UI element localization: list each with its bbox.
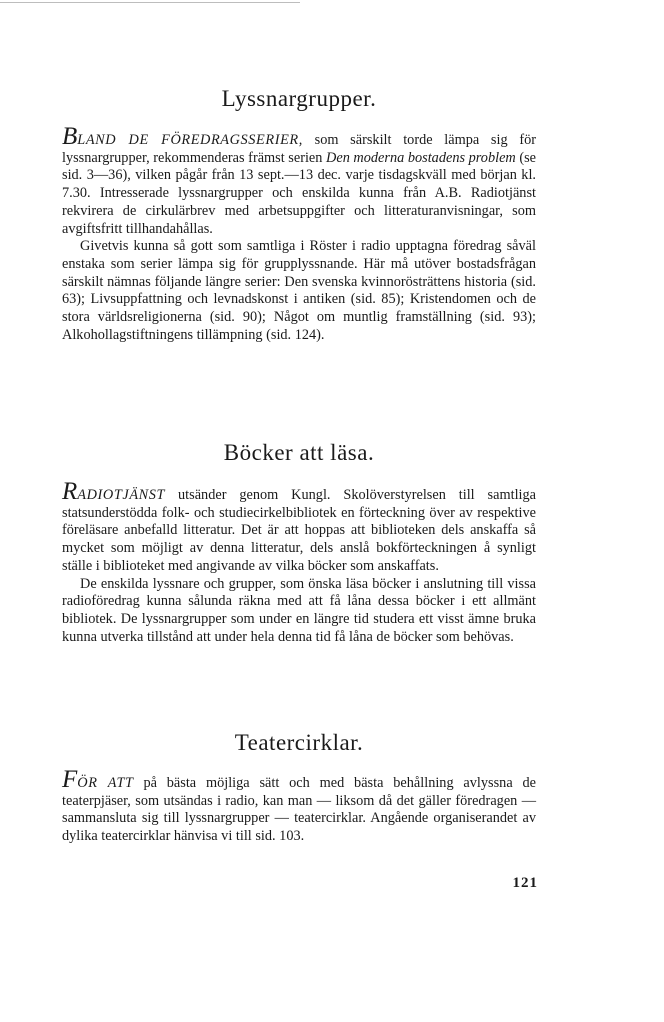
section-bocker-att-lasa: [62, 478, 537, 646]
top-rule: [0, 2, 300, 3]
section-teatercirklar: [62, 766, 536, 846]
paragraph: [62, 478, 537, 576]
section-heading-bocker-att-lasa: Böcker att läsa.: [223, 440, 375, 465]
paragraph-text: som särskilt torde lämpa sig för lyssnargrupper, rekommenderas främst serien: [62, 132, 536, 166]
paragraph-text: på bästa möjliga sätt och med bästa behållning avlyssna de teaterpjäser, som utsändas i radio, kan man — liksom då det gäller föredragen — sammansluta sig till lyssnargrupper — teatercirklar. Angående organiserandet av dylika teatercirklar hänvisa vi till sid. 103.: [62, 775, 536, 845]
lead-initial: R: [62, 478, 78, 505]
section-heading-teatercirklar: Teatercirklar.: [234, 730, 364, 755]
paragraph: De enskilda lyssnare och grupper, som önska läsa böcker i anslutning till vissa radioföredrag kunna sålunda räkna med att få låna dessa böcker i ett allmänt bibliotek. De lyssnargrupper som under en längre tid studera ett visst ämne bruka kunna utverka tillstånd att under hela denna tid få låna de böcker som behövas.: [62, 575, 536, 645]
lead-initial: F: [62, 766, 78, 793]
page-number: 121: [512, 875, 538, 891]
lead-phrase: ÖR ATT: [77, 775, 134, 791]
lead-initial: B: [62, 123, 78, 150]
paragraph: [62, 766, 536, 846]
series-title: Den moderna bostadens problem: [326, 149, 516, 166]
paragraph-text: (se sid. 3—36), vilken pågår från 13 sept.—13 dec. varje tisdagskväll med början kl. 7.30. Intresserade lyssnargrupper och enskilda kunna från A.B. Radiotjänst rekvirera de cirkulärbrev med arbetsuppgifter och litteraturanvisningar, som avgiftsfritt tillhandahållas.: [62, 149, 537, 237]
paragraph: Givetvis kunna så gott som samtliga i Röster i radio upptagna föredrag såväl enstaka som serier lämpa sig för grupplyssnande. Här må utöver bostadsfrågan särskilt nämnas följande längre serier: Den svenska kvinnorösträttens historia (sid. 63); Livsuppfattning och levnadskonst i antiken (sid. 85); Kristendomen och de stora världsreligionerna (sid. 90); Något om muntlig framställning (sid. 93); Alkohollagstiftningens tillämpning (sid. 124).: [62, 238, 536, 343]
paragraph: [62, 123, 537, 238]
lead-phrase: LAND DE FÖREDRAGSSERIER,: [77, 132, 303, 148]
section-lyssnargrupper: [62, 123, 537, 344]
paragraph-text: utsänder genom Kungl. Skolöverstyrelsen till samtliga statsunderstödda folk- och studiecirkelbibliotek en förteckning över av respektive föreläsare anbefalld litteratur. Det är att hoppas att biblioteken dels anskaffa så mycket som möjligt av denna litteratur, dels anslå bokförteckningen å synligt ställe i biblioteket med angivande av vilka böcker som anskaffats.: [62, 487, 537, 574]
lead-phrase: ADIOTJÄNST: [77, 487, 166, 503]
section-heading-lyssnargrupper: Lyssnargrupper.: [221, 86, 377, 111]
